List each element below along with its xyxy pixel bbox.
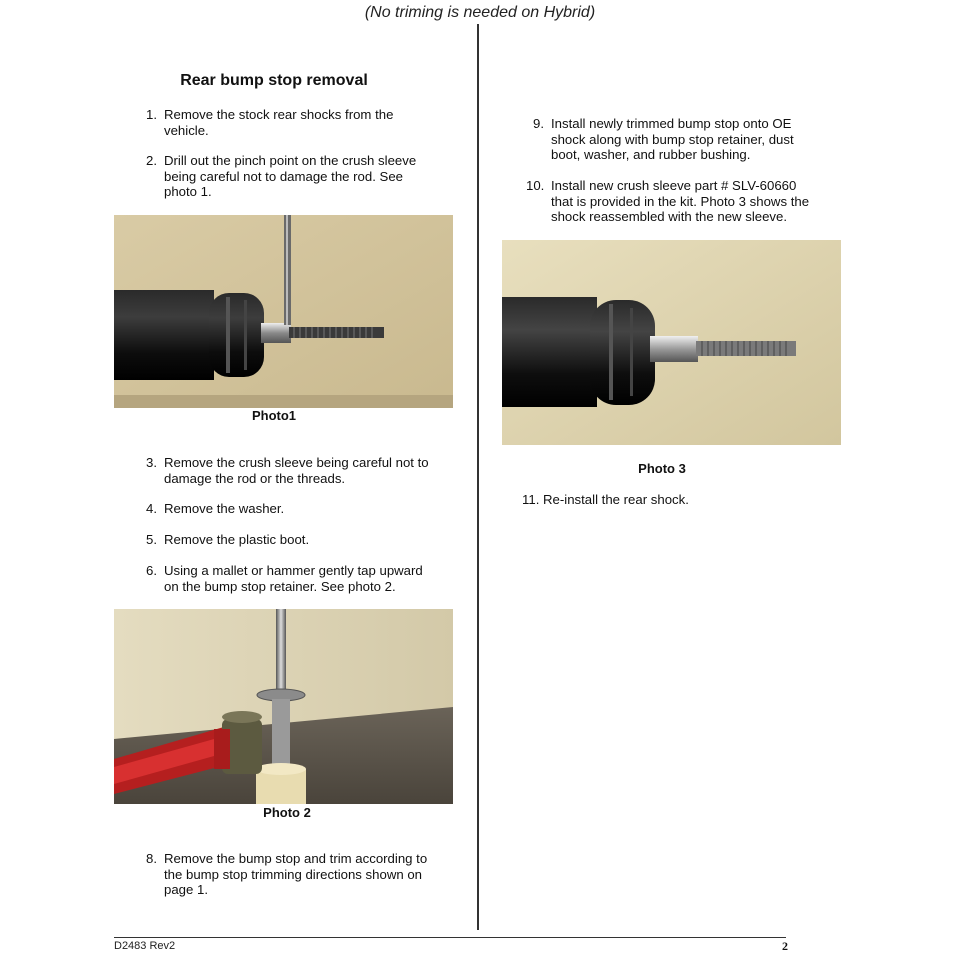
step-number: 10. (526, 178, 545, 193)
photo-1-caption: Photo1 (251, 408, 297, 423)
step-line: Using a mallet or hammer gently tap upward (164, 563, 423, 578)
step-number: 2. (146, 153, 157, 168)
step-line: Remove the crush sleeve being careful not to (164, 455, 429, 470)
step-text (164, 532, 309, 548)
step-line: Drill out the pinch point on the crush sleeve (164, 153, 417, 168)
step-number: 8. (146, 851, 157, 866)
step-line: being careful not to damage the rod. See (164, 168, 404, 184)
step-number: 11. (522, 492, 540, 507)
photo-1 (114, 215, 453, 408)
step-9 (526, 116, 856, 164)
document-id: D2483 Rev2 (114, 940, 176, 952)
step-number: 1. (146, 107, 157, 122)
step-line: Install new crush sleeve part # SLV-60660 (551, 178, 797, 193)
step-number: 9. (533, 116, 544, 131)
step-8 (139, 851, 459, 899)
step-line: Remove the bump stop and trim according to (164, 851, 428, 866)
step-text (164, 501, 284, 517)
step-1 (139, 107, 459, 139)
step-line: the bump stop trimming directions shown on (164, 866, 423, 882)
step-line: page 1. (164, 882, 208, 897)
step-text (164, 107, 393, 138)
photo-2 (114, 609, 453, 804)
step-number: 5. (146, 532, 157, 547)
step-text (551, 116, 794, 163)
step-3 (139, 455, 459, 487)
hybrid-note: (No triming is needed on Hybrid) (364, 4, 596, 21)
step-line: Install newly trimmed bump stop onto OE (551, 116, 792, 131)
step-10 (526, 178, 856, 226)
step-5 (139, 532, 459, 548)
photo-3-caption: Photo 3 (638, 461, 686, 476)
step-number: 4. (146, 501, 157, 516)
step-text (522, 492, 689, 508)
step-text (164, 851, 427, 898)
step-text (164, 455, 429, 486)
step-line: on the bump stop retainer. See photo 2. (164, 578, 396, 594)
step-text (164, 563, 423, 594)
step-line: Remove the plastic boot. (164, 532, 310, 547)
step-2 (139, 153, 459, 201)
step-number: 3. (146, 455, 157, 470)
footer-rule (114, 937, 786, 938)
step-line: Re-install the rear shock. (543, 492, 689, 507)
column-divider (477, 24, 479, 930)
step-line: Remove the washer. (164, 501, 285, 516)
photo-3 (502, 240, 841, 445)
step-line: shock along with bump stop retainer, dust (551, 131, 794, 147)
step-line: Remove the stock rear shocks from the (164, 107, 394, 122)
step-line: photo 1. (164, 184, 212, 199)
step-11 (522, 492, 852, 508)
step-line: damage the rod or the threads. (164, 470, 346, 486)
step-text (551, 178, 809, 225)
step-number: 6. (146, 563, 157, 578)
step-6 (139, 563, 459, 595)
step-4 (139, 501, 459, 517)
section-heading: Rear bump stop removal (180, 72, 368, 89)
step-text (164, 153, 416, 200)
step-line: that is provided in the kit. Photo 3 shows the (551, 193, 810, 209)
page-number: 2 (782, 939, 788, 953)
step-line: shock reassembled with the new sleeve. (551, 209, 788, 224)
step-line: boot, washer, and rubber bushing. (551, 147, 751, 162)
step-line: vehicle. (164, 122, 209, 138)
photo-2-caption: Photo 2 (263, 805, 311, 820)
